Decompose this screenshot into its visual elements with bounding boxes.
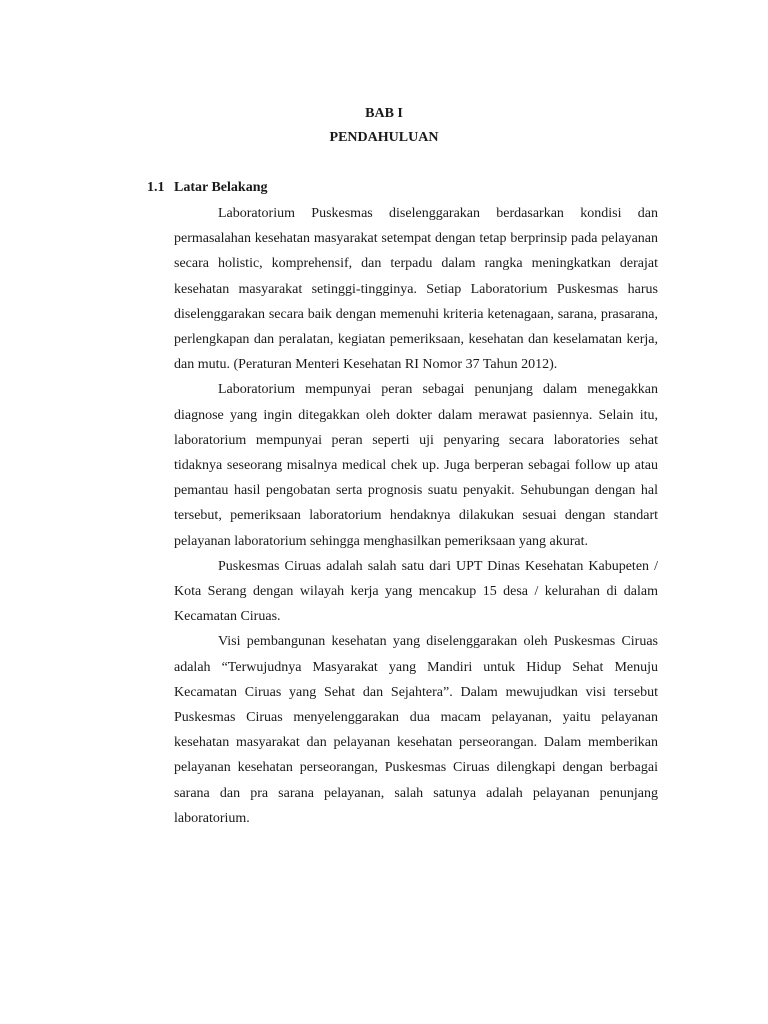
chapter-number: BAB I <box>365 106 403 121</box>
body-text <box>174 201 658 831</box>
section-heading <box>147 178 267 198</box>
paragraph-4: Visi pembangunan kesehatan yang diselenggarakan oleh Puskesmas Ciruas adalah “Terwujudnya Masyarakat yang Mandiri untuk Hidup Sehat Menuju Kecamatan Ciruas yang Sehat dan Sejahtera”. Dalam mewujudkan visi tersebut Puskesmas Ciruas menyelenggarakan dua macam pelayanan, yaitu pelayanan kesehatan masyarakat dan pelayanan kesehatan perseorangan. Dalam memberikan pelayanan kesehatan perseorangan, Puskesmas Ciruas dilengkapi dengan berbagai sarana dan pra sarana pelayanan, salah satunya adalah pelayanan penunjang laboratorium. <box>174 634 658 826</box>
paragraph-3: Puskesmas Ciruas adalah salah satu dari UPT Dinas Kesehatan Kabupeten / Kota Serang dengan wilayah kerja yang mencakup 15 desa / kelurahan di dalam Kecamatan Ciruas. <box>174 558 658 625</box>
section-number: 1.1 <box>147 180 165 195</box>
paragraph-1: Laboratorium Puskesmas diselenggarakan berdasarkan kondisi dan permasalahan kesehatan masyarakat setempat dengan tetap berprinsip pada pelayanan secara holistic, komprehensif, dan terpadu dalam rangka meningkatkan derajat kesehatan masyarakat setinggi-tingginya. Setiap Laboratorium Puskesmas harus diselenggarakan secara baik dengan memenuhi kriteria ketenagaan, sarana, prasarana, perlengkapan dan peralatan, kegiatan pemeriksaan, kesehatan dan keselamatan kerja, dan mutu. (Peraturan Menteri Kesehatan RI Nomor 37 Tahun 2012). <box>174 206 658 373</box>
section-title: Latar Belakang <box>174 180 268 195</box>
chapter-title: PENDAHULUAN <box>329 130 439 145</box>
paragraph-2: Laboratorium mempunyai peran sebagai penunjang dalam menegakkan diagnose yang ingin ditegakkan oleh dokter dalam merawat pasiennya. Selain itu, laboratorium mempunyai peran seperti uji penyaring secara laboratories sehat tidaknya seseorang misalnya medical chek up. Juga berperan sebagai follow up atau pemantau hasil pengobatan serta prognosis suatu penyakit. Sehubungan dengan hal tersebut, pemeriksaan laboratorium hendaknya dilakukan sesuai dengan standart pelayanan laboratorium sehingga menghasilkan pemeriksaan yang akurat. <box>174 382 658 549</box>
